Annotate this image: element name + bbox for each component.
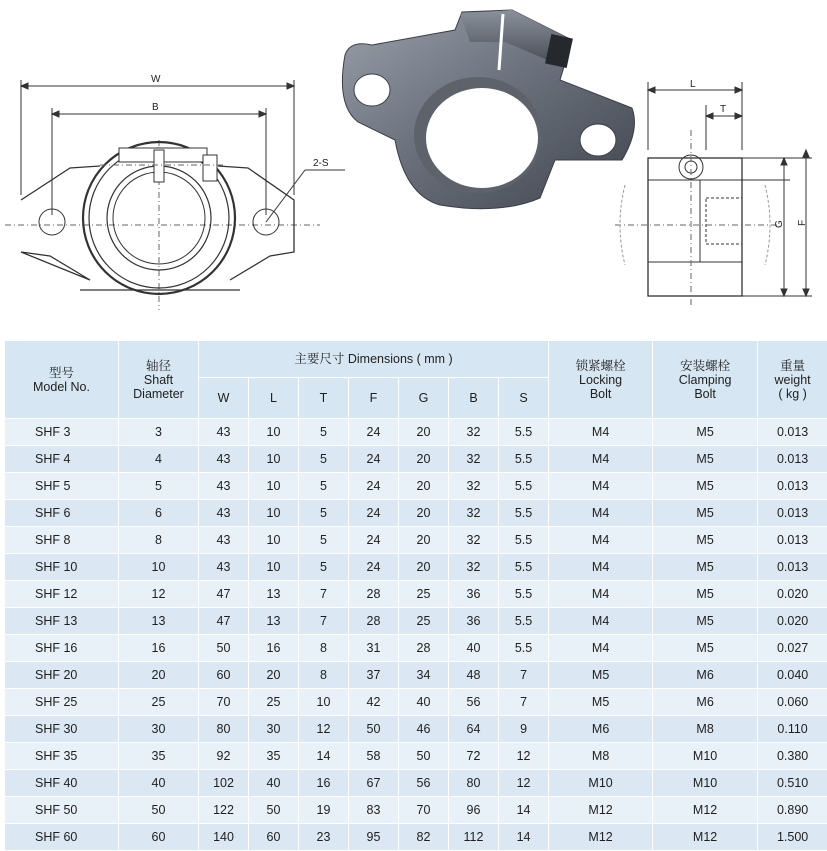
- cell-f: 24: [349, 473, 399, 500]
- cell-shaft: 30: [119, 716, 199, 743]
- label-2s: 2-S: [313, 158, 329, 169]
- cell-w: 47: [199, 608, 249, 635]
- cell-model: SHF 13: [5, 608, 119, 635]
- cell-s: 5.5: [499, 554, 549, 581]
- cell-f: 42: [349, 689, 399, 716]
- cell-model: SHF 20: [5, 662, 119, 689]
- label-t: T: [720, 104, 726, 115]
- cell-l: 25: [249, 689, 299, 716]
- cell-shaft: 13: [119, 608, 199, 635]
- table-row: [5, 635, 827, 662]
- cell-w: 80: [199, 716, 249, 743]
- cell-locking-bolt: M8: [549, 743, 653, 770]
- cell-s: 5.5: [499, 635, 549, 662]
- cell-locking-bolt: M12: [549, 824, 653, 851]
- cell-w: 122: [199, 797, 249, 824]
- cell-shaft: 35: [119, 743, 199, 770]
- cell-model: SHF 10: [5, 554, 119, 581]
- cell-f: 50: [349, 716, 399, 743]
- cell-s: 7: [499, 689, 549, 716]
- header-model-cn: 型号: [5, 366, 118, 380]
- cell-model: SHF 6: [5, 500, 119, 527]
- cell-g: 82: [399, 824, 449, 851]
- cell-w: 43: [199, 419, 249, 446]
- cell-clamping-bolt: M12: [653, 797, 758, 824]
- cell-b: 32: [449, 473, 499, 500]
- cell-f: 28: [349, 581, 399, 608]
- cell-clamping-bolt: M6: [653, 662, 758, 689]
- header-locking-en2: Bolt: [549, 387, 652, 401]
- cell-g: 40: [399, 689, 449, 716]
- cell-g: 20: [399, 554, 449, 581]
- cell-w: 70: [199, 689, 249, 716]
- cell-g: 20: [399, 473, 449, 500]
- table-row: [5, 743, 827, 770]
- cell-weight: 0.510: [758, 770, 827, 797]
- cell-t: 5: [299, 473, 349, 500]
- cell-locking-bolt: M4: [549, 473, 653, 500]
- cell-s: 9: [499, 716, 549, 743]
- drawings-svg: [0, 0, 827, 330]
- header-dim-b: B: [449, 378, 499, 419]
- table-row: [5, 554, 827, 581]
- cell-clamping-bolt: M5: [653, 527, 758, 554]
- technical-drawings: [0, 0, 827, 330]
- cell-t: 5: [299, 500, 349, 527]
- cell-s: 5.5: [499, 527, 549, 554]
- cell-shaft: 10: [119, 554, 199, 581]
- cell-b: 48: [449, 662, 499, 689]
- cell-shaft: 5: [119, 473, 199, 500]
- cell-t: 10: [299, 689, 349, 716]
- header-shaft-cn: 轴径: [119, 359, 198, 373]
- cell-g: 20: [399, 419, 449, 446]
- cell-t: 7: [299, 608, 349, 635]
- cell-f: 58: [349, 743, 399, 770]
- cell-w: 50: [199, 635, 249, 662]
- cell-t: 14: [299, 743, 349, 770]
- cell-locking-bolt: M5: [549, 662, 653, 689]
- cell-g: 20: [399, 446, 449, 473]
- table-row: [5, 797, 827, 824]
- table-row: [5, 419, 827, 446]
- label-b: B: [152, 102, 159, 113]
- header-clamping-en1: Clamping: [653, 373, 757, 387]
- cell-s: 14: [499, 797, 549, 824]
- cell-locking-bolt: M10: [549, 770, 653, 797]
- cell-weight: 0.013: [758, 419, 827, 446]
- header-shaft-en2: Diameter: [119, 387, 198, 401]
- cell-b: 72: [449, 743, 499, 770]
- cell-l: 13: [249, 608, 299, 635]
- cell-l: 30: [249, 716, 299, 743]
- cell-l: 10: [249, 446, 299, 473]
- header-weight-en1: weight: [758, 373, 827, 387]
- cell-model: SHF 8: [5, 527, 119, 554]
- header-dim-l: L: [249, 378, 299, 419]
- cell-clamping-bolt: M5: [653, 473, 758, 500]
- cell-weight: 1.500: [758, 824, 827, 851]
- cell-s: 5.5: [499, 500, 549, 527]
- cell-locking-bolt: M6: [549, 716, 653, 743]
- cell-model: SHF 40: [5, 770, 119, 797]
- cell-w: 140: [199, 824, 249, 851]
- cell-shaft: 4: [119, 446, 199, 473]
- cell-shaft: 20: [119, 662, 199, 689]
- cell-weight: 0.013: [758, 446, 827, 473]
- cell-f: 67: [349, 770, 399, 797]
- cell-f: 95: [349, 824, 399, 851]
- table-row: [5, 473, 827, 500]
- label-f: F: [797, 220, 808, 226]
- cell-g: 46: [399, 716, 449, 743]
- cell-t: 5: [299, 419, 349, 446]
- cell-w: 47: [199, 581, 249, 608]
- cell-b: 36: [449, 608, 499, 635]
- spec-table: [4, 340, 827, 851]
- cell-l: 16: [249, 635, 299, 662]
- header-dim-f: F: [349, 378, 399, 419]
- cell-locking-bolt: M4: [549, 419, 653, 446]
- cell-w: 43: [199, 446, 249, 473]
- cell-b: 36: [449, 581, 499, 608]
- cell-clamping-bolt: M5: [653, 419, 758, 446]
- cell-s: 7: [499, 662, 549, 689]
- cell-g: 25: [399, 581, 449, 608]
- cell-b: 32: [449, 500, 499, 527]
- cell-weight: 0.060: [758, 689, 827, 716]
- cell-l: 13: [249, 581, 299, 608]
- cell-model: SHF 3: [5, 419, 119, 446]
- cell-clamping-bolt: M12: [653, 824, 758, 851]
- cell-locking-bolt: M12: [549, 797, 653, 824]
- cell-shaft: 6: [119, 500, 199, 527]
- cell-shaft: 50: [119, 797, 199, 824]
- cell-shaft: 12: [119, 581, 199, 608]
- header-clamping: [653, 341, 758, 419]
- cell-shaft: 60: [119, 824, 199, 851]
- cell-shaft: 16: [119, 635, 199, 662]
- cell-clamping-bolt: M5: [653, 554, 758, 581]
- header-model: [5, 341, 119, 419]
- table-row: [5, 500, 827, 527]
- cell-clamping-bolt: M6: [653, 689, 758, 716]
- cell-clamping-bolt: M8: [653, 716, 758, 743]
- table-row: [5, 581, 827, 608]
- cell-model: SHF 35: [5, 743, 119, 770]
- cell-weight: 0.020: [758, 581, 827, 608]
- cell-t: 16: [299, 770, 349, 797]
- cell-f: 31: [349, 635, 399, 662]
- cell-s: 12: [499, 770, 549, 797]
- cell-l: 10: [249, 527, 299, 554]
- cell-l: 35: [249, 743, 299, 770]
- header-weight: [758, 341, 827, 419]
- cell-locking-bolt: M4: [549, 446, 653, 473]
- header-locking-cn: 锁紧螺栓: [549, 359, 652, 373]
- cell-l: 10: [249, 473, 299, 500]
- cell-f: 24: [349, 446, 399, 473]
- table-row: [5, 689, 827, 716]
- cell-b: 32: [449, 446, 499, 473]
- cell-locking-bolt: M5: [549, 689, 653, 716]
- cell-g: 20: [399, 527, 449, 554]
- cell-locking-bolt: M4: [549, 554, 653, 581]
- cell-l: 40: [249, 770, 299, 797]
- cell-locking-bolt: M4: [549, 527, 653, 554]
- cell-t: 12: [299, 716, 349, 743]
- cell-model: SHF 12: [5, 581, 119, 608]
- cell-weight: 0.020: [758, 608, 827, 635]
- cell-l: 50: [249, 797, 299, 824]
- cell-t: 5: [299, 446, 349, 473]
- cell-f: 83: [349, 797, 399, 824]
- cell-model: SHF 50: [5, 797, 119, 824]
- cell-model: SHF 60: [5, 824, 119, 851]
- cell-f: 37: [349, 662, 399, 689]
- table-row: [5, 824, 827, 851]
- cell-b: 56: [449, 689, 499, 716]
- cell-g: 50: [399, 743, 449, 770]
- cell-weight: 0.013: [758, 473, 827, 500]
- header-dim-w: W: [199, 378, 249, 419]
- cell-l: 10: [249, 500, 299, 527]
- cell-f: 24: [349, 419, 399, 446]
- cell-weight: 0.027: [758, 635, 827, 662]
- header-weight-en2: ( kg ): [758, 387, 827, 401]
- cell-f: 24: [349, 554, 399, 581]
- cell-b: 80: [449, 770, 499, 797]
- label-l: L: [690, 79, 696, 90]
- cell-s: 12: [499, 743, 549, 770]
- cell-weight: 0.013: [758, 500, 827, 527]
- cell-clamping-bolt: M5: [653, 608, 758, 635]
- header-clamping-en2: Bolt: [653, 387, 757, 401]
- cell-shaft: 3: [119, 419, 199, 446]
- cell-weight: 0.110: [758, 716, 827, 743]
- cell-shaft: 25: [119, 689, 199, 716]
- cell-w: 43: [199, 500, 249, 527]
- cell-model: SHF 4: [5, 446, 119, 473]
- cell-weight: 0.040: [758, 662, 827, 689]
- header-weight-cn: 重量: [758, 359, 827, 373]
- table-row: [5, 446, 827, 473]
- header-shaft: [119, 341, 199, 419]
- cell-weight: 0.013: [758, 554, 827, 581]
- header-dim-g: G: [399, 378, 449, 419]
- cell-s: 5.5: [499, 419, 549, 446]
- cell-b: 32: [449, 419, 499, 446]
- cell-w: 43: [199, 527, 249, 554]
- cell-w: 92: [199, 743, 249, 770]
- cell-g: 70: [399, 797, 449, 824]
- table-row: [5, 527, 827, 554]
- cell-l: 10: [249, 419, 299, 446]
- cell-shaft: 8: [119, 527, 199, 554]
- cell-g: 34: [399, 662, 449, 689]
- cell-w: 60: [199, 662, 249, 689]
- cell-w: 102: [199, 770, 249, 797]
- cell-t: 8: [299, 662, 349, 689]
- cell-l: 20: [249, 662, 299, 689]
- cell-locking-bolt: M4: [549, 635, 653, 662]
- cell-weight: 0.380: [758, 743, 827, 770]
- cell-model: SHF 30: [5, 716, 119, 743]
- cell-clamping-bolt: M5: [653, 635, 758, 662]
- header-dim-s: S: [499, 378, 549, 419]
- header-clamping-cn: 安装螺栓: [653, 359, 757, 373]
- header-dim-t: T: [299, 378, 349, 419]
- cell-locking-bolt: M4: [549, 581, 653, 608]
- cell-l: 60: [249, 824, 299, 851]
- cell-w: 43: [199, 554, 249, 581]
- cell-f: 24: [349, 500, 399, 527]
- cell-locking-bolt: M4: [549, 500, 653, 527]
- cell-f: 28: [349, 608, 399, 635]
- spec-table-container: [4, 340, 827, 843]
- header-dimensions: 主要尺寸 Dimensions ( mm ): [199, 341, 549, 378]
- cell-l: 10: [249, 554, 299, 581]
- cell-b: 112: [449, 824, 499, 851]
- cell-b: 40: [449, 635, 499, 662]
- cell-b: 64: [449, 716, 499, 743]
- table-row: [5, 770, 827, 797]
- cell-model: SHF 16: [5, 635, 119, 662]
- cell-g: 25: [399, 608, 449, 635]
- side-view-drawing: [615, 82, 812, 305]
- cell-b: 32: [449, 554, 499, 581]
- cell-f: 24: [349, 527, 399, 554]
- cell-b: 96: [449, 797, 499, 824]
- cell-t: 8: [299, 635, 349, 662]
- cell-w: 43: [199, 473, 249, 500]
- cell-weight: 0.013: [758, 527, 827, 554]
- cell-s: 5.5: [499, 581, 549, 608]
- cell-s: 5.5: [499, 473, 549, 500]
- cell-g: 28: [399, 635, 449, 662]
- header-model-en: Model No.: [5, 380, 118, 394]
- cell-clamping-bolt: M10: [653, 770, 758, 797]
- cell-t: 23: [299, 824, 349, 851]
- cell-t: 5: [299, 527, 349, 554]
- cell-b: 32: [449, 527, 499, 554]
- cell-t: 7: [299, 581, 349, 608]
- header-locking: [549, 341, 653, 419]
- front-view-drawing: [5, 80, 345, 310]
- cell-clamping-bolt: M10: [653, 743, 758, 770]
- table-row: [5, 608, 827, 635]
- cell-s: 14: [499, 824, 549, 851]
- cell-weight: 0.890: [758, 797, 827, 824]
- cell-t: 19: [299, 797, 349, 824]
- cell-clamping-bolt: M5: [653, 581, 758, 608]
- header-locking-en1: Locking: [549, 373, 652, 387]
- cell-clamping-bolt: M5: [653, 500, 758, 527]
- cell-s: 5.5: [499, 446, 549, 473]
- spec-table-body: [5, 419, 827, 851]
- cell-clamping-bolt: M5: [653, 446, 758, 473]
- product-image: [342, 10, 634, 209]
- label-g: G: [774, 220, 785, 228]
- table-row: [5, 716, 827, 743]
- header-shaft-en1: Shaft: [119, 373, 198, 387]
- cell-model: SHF 25: [5, 689, 119, 716]
- cell-t: 5: [299, 554, 349, 581]
- cell-g: 56: [399, 770, 449, 797]
- cell-locking-bolt: M4: [549, 608, 653, 635]
- cell-s: 5.5: [499, 608, 549, 635]
- cell-model: SHF 5: [5, 473, 119, 500]
- table-row: [5, 662, 827, 689]
- cell-shaft: 40: [119, 770, 199, 797]
- cell-g: 20: [399, 500, 449, 527]
- label-w: W: [151, 74, 161, 85]
